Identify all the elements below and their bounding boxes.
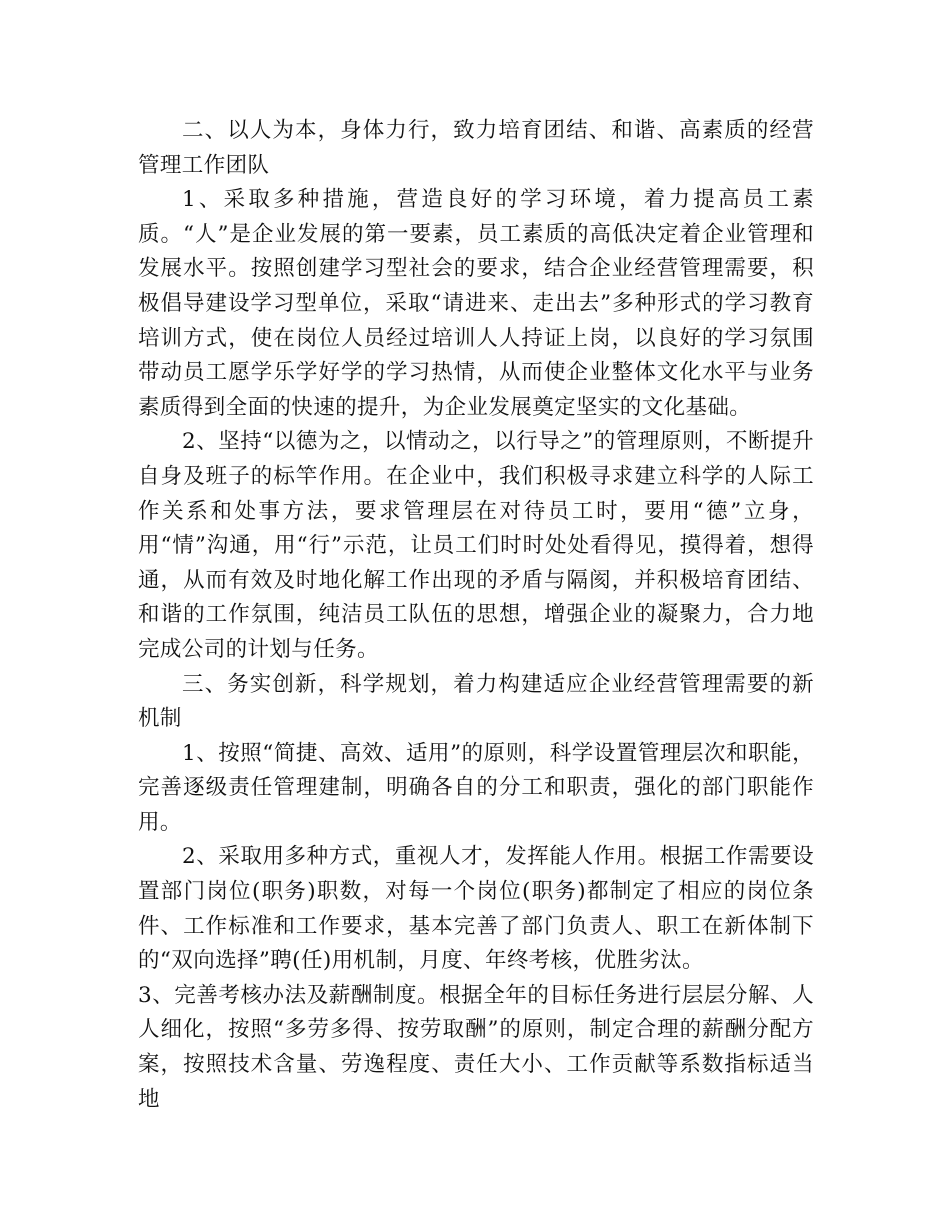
- paragraph-management-principle: 2、坚持“以德为之，以情动之，以行导之”的管理原则，不断提升自身及班子的标竿作用。在企业中，我们积极寻求建立科学的人际工作关系和处事方法，要求管理层在对待员工时，要用“德”立身，用“情”沟通，用“行”示范，让员工们时时处处看得见，摸得着，想得通，从而有效及时地化解工作出现的矛盾与隔阂，并积极培育团结、和谐的工作氛围，纯洁员工队伍的思想，增强企业的凝聚力，合力地完成公司的计划与任务。: [138, 429, 814, 662]
- document-page: [138, 114, 814, 1117]
- paragraph-assessment-salary: 3、完善考核办法及薪酬制度。根据全年的目标任务进行层层分解、人人细化，按照“多劳多得、按劳取酬”的原则，制定合理的薪酬分配方案，按照技术含量、劳逸程度、责任大小、工作贡献等系数指标适当地: [138, 982, 814, 1112]
- paragraph-learning-environment: 1、采取多种措施，营造良好的学习环境，着力提高员工素质。“人”是企业发展的第一要素，员工素质的高低决定着企业管理和发展水平。按照创建学习型社会的要求，结合企业经营管理需要，积极倡导建设学习型单位，采取“请进来、走出去”多种形式的学习教育培训方式，使在岗位人员经过培训人人持证上岗，以良好的学习氛围带动员工愿学乐学好学的学习热情，从而使企业整体文化水平与业务素质得到全面的快速的提升，为企业发展奠定坚实的文化基础。: [138, 187, 814, 420]
- section-heading-two: 二、以人为本，身体力行，致力培育团结、和谐、高素质的经营管理工作团队: [138, 118, 814, 178]
- paragraph-talent-mechanism: 2、采取用多种方式，重视人才，发挥能人作用。根据工作需要设置部门岗位(职务)职数，对每一个岗位(职务)都制定了相应的岗位条件、工作标准和工作要求，基本完善了部门负责人、职工在新体制下的“双向选择”聘(任)用机制，月度、年终考核，优胜劣汰。: [138, 844, 814, 974]
- paragraph-management-structure: 1、按照“简捷、高效、适用”的原则，科学设置管理层次和职能，完善逐级责任管理建制，明确各自的分工和职责，强化的部门职能作用。: [138, 740, 814, 835]
- section-heading-three: 三、务实创新，科学规划，着力构建适应企业经营管理需要的新机制: [138, 671, 814, 732]
